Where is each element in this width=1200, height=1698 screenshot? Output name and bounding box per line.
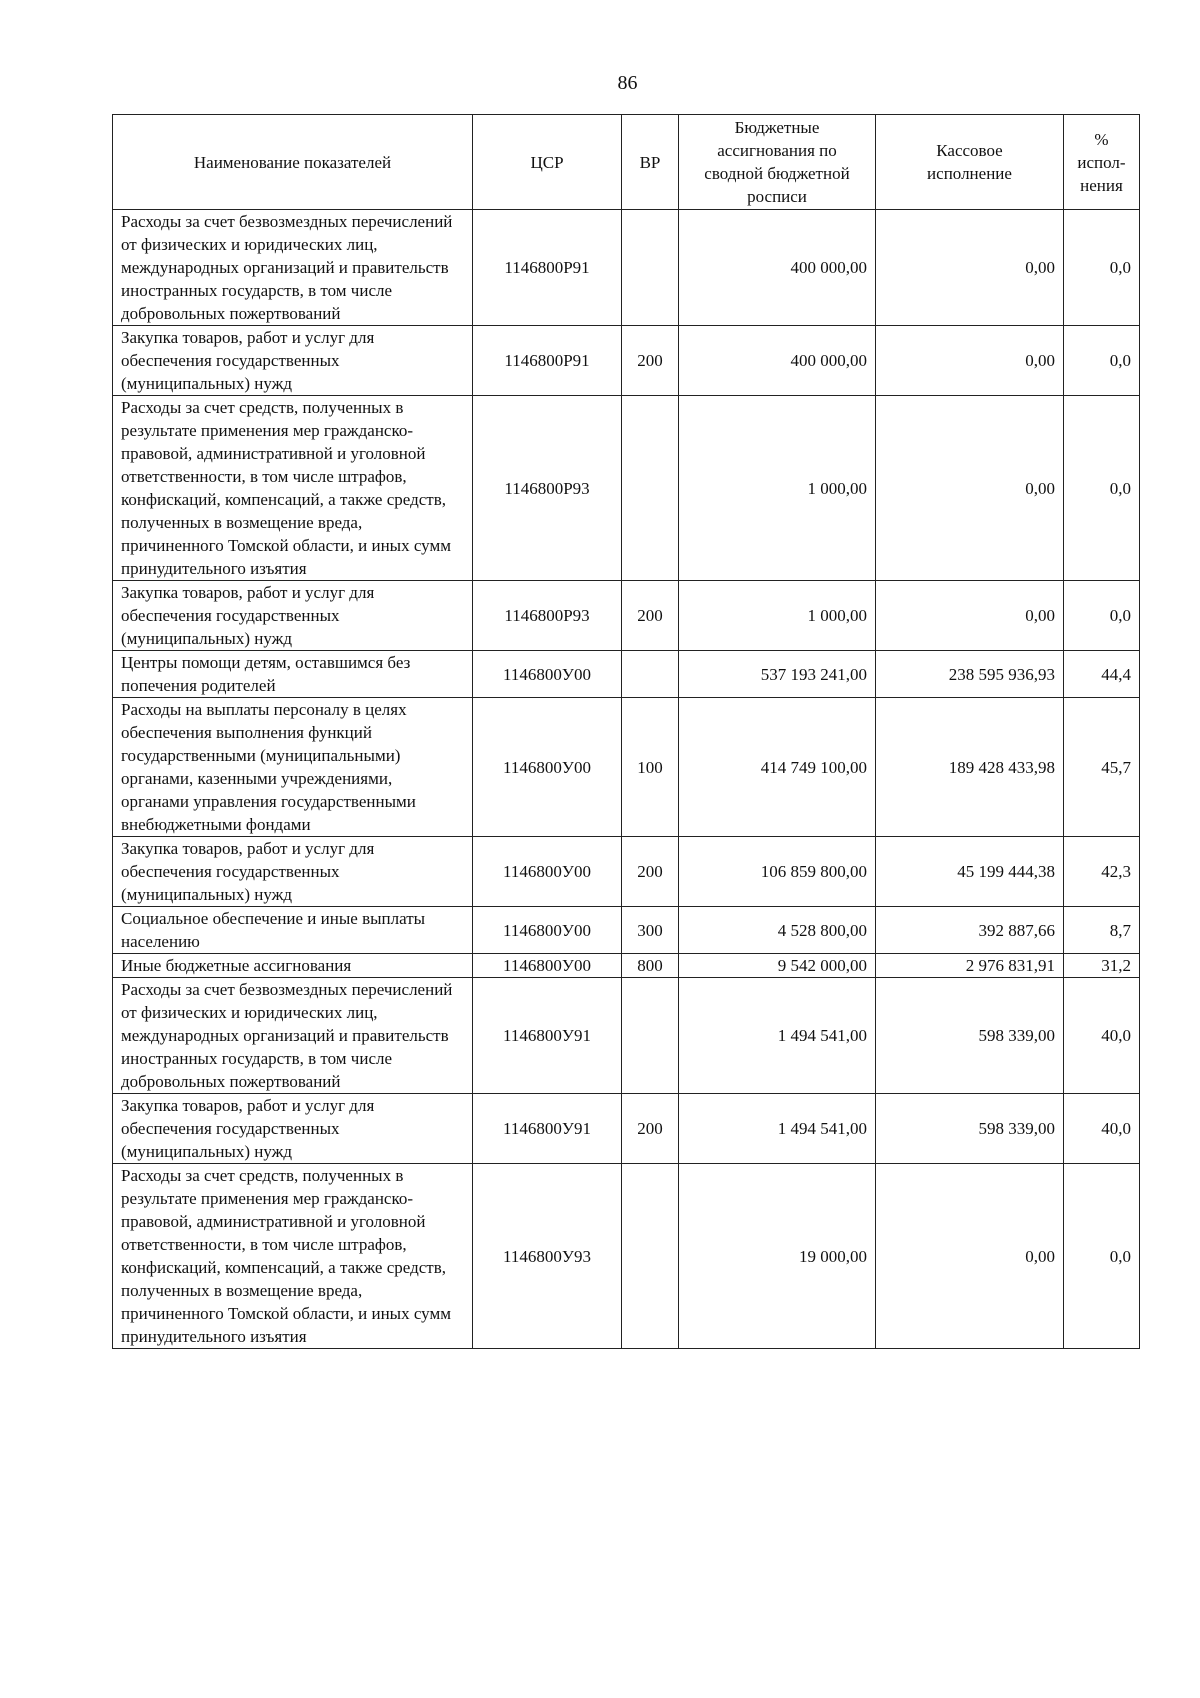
budget-execution-table [112,114,1140,1349]
row-csr: 1146800У00 [473,837,622,907]
row-percent: 8,7 [1064,907,1140,954]
row-vr: 800 [622,954,679,978]
row-cash: 238 595 936,93 [876,651,1064,698]
table-row [113,210,1140,326]
row-name: Расходы за счет средств, полученных в результате применения мер гражданско-правовой, административной и уголовной ответственности, в том числе штрафов, конфискаций, компенсаций, а также средств, полученных в возмещение вреда, причиненного Томской области, и иных сумм принудительного изъятия [113,396,473,581]
row-csr: 1146800У00 [473,651,622,698]
row-name: Закупка товаров, работ и услуг для обеспечения государственных (муниципальных) нужд [113,326,473,396]
row-cash: 2 976 831,91 [876,954,1064,978]
row-cash: 189 428 433,98 [876,698,1064,837]
row-csr: 1146800У91 [473,1094,622,1164]
row-vr [622,651,679,698]
row-cash: 0,00 [876,1164,1064,1349]
table-header-row [113,115,1140,210]
row-csr: 1146800Р93 [473,581,622,651]
row-percent: 0,0 [1064,581,1140,651]
row-cash: 392 887,66 [876,907,1064,954]
row-cash: 45 199 444,38 [876,837,1064,907]
row-cash: 0,00 [876,326,1064,396]
row-cash: 0,00 [876,581,1064,651]
row-percent: 42,3 [1064,837,1140,907]
row-vr [622,210,679,326]
row-csr: 1146800Р93 [473,396,622,581]
table-row [113,698,1140,837]
row-cash: 598 339,00 [876,1094,1064,1164]
table-row [113,326,1140,396]
row-name: Расходы за счет средств, полученных в результате применения мер гражданско-правовой, административной и уголовной ответственности, в том числе штрафов, конфискаций, компенсаций, а также средств, полученных в возмещение вреда, причиненного Томской области, и иных сумм принудительного изъятия [113,1164,473,1349]
row-assignments: 4 528 800,00 [679,907,876,954]
row-percent: 0,0 [1064,210,1140,326]
row-cash: 0,00 [876,210,1064,326]
row-name: Центры помощи детям, оставшимся без попечения родителей [113,651,473,698]
table-row [113,978,1140,1094]
row-name: Расходы на выплаты персоналу в целях обеспечения выполнения функций государственными (муниципальными) органами, казенными учреждениями, органами управления государственными внебюджетными фондами [113,698,473,837]
row-assignments: 1 000,00 [679,396,876,581]
table-row [113,651,1140,698]
row-percent: 0,0 [1064,396,1140,581]
row-vr: 200 [622,581,679,651]
row-percent: 45,7 [1064,698,1140,837]
row-assignments: 414 749 100,00 [679,698,876,837]
row-name: Социальное обеспечение и иные выплаты населению [113,907,473,954]
header-csr: ЦСР [473,115,622,210]
row-vr: 200 [622,1094,679,1164]
row-csr: 1146800У00 [473,698,622,837]
header-name: Наименование показателей [113,115,473,210]
row-percent: 0,0 [1064,326,1140,396]
row-assignments: 400 000,00 [679,210,876,326]
row-vr [622,1164,679,1349]
row-name: Закупка товаров, работ и услуг для обеспечения государственных (муниципальных) нужд [113,1094,473,1164]
row-assignments: 400 000,00 [679,326,876,396]
header-percent: % испол-нения [1064,115,1140,210]
row-name: Иные бюджетные ассигнования [113,954,473,978]
row-vr: 300 [622,907,679,954]
table-row [113,954,1140,978]
row-percent: 40,0 [1064,1094,1140,1164]
row-csr: 1146800У93 [473,1164,622,1349]
row-assignments: 106 859 800,00 [679,837,876,907]
row-percent: 31,2 [1064,954,1140,978]
table-row [113,907,1140,954]
header-assignments: Бюджетные ассигнования по сводной бюджетной росписи [679,115,876,210]
row-cash: 0,00 [876,396,1064,581]
row-percent: 40,0 [1064,978,1140,1094]
row-csr: 1146800Р91 [473,326,622,396]
table-row [113,396,1140,581]
table-row [113,1094,1140,1164]
row-csr: 1146800У00 [473,954,622,978]
row-percent: 44,4 [1064,651,1140,698]
row-csr: 1146800У00 [473,907,622,954]
row-assignments: 9 542 000,00 [679,954,876,978]
row-assignments: 537 193 241,00 [679,651,876,698]
row-assignments: 1 000,00 [679,581,876,651]
row-vr: 200 [622,837,679,907]
row-name: Расходы за счет безвозмездных перечислений от физических и юридических лиц, международных организаций и правительств иностранных государств, в том числе добровольных пожертвований [113,978,473,1094]
row-cash: 598 339,00 [876,978,1064,1094]
row-csr: 1146800Р91 [473,210,622,326]
row-csr: 1146800У91 [473,978,622,1094]
row-vr [622,978,679,1094]
table-row [113,581,1140,651]
row-vr [622,396,679,581]
header-cash: Кассовое исполнение [876,115,1064,210]
table-row [113,837,1140,907]
row-vr: 200 [622,326,679,396]
page-number: 86 [617,72,638,94]
row-assignments: 1 494 541,00 [679,978,876,1094]
header-vr: ВР [622,115,679,210]
table-row [113,1164,1140,1349]
row-name: Закупка товаров, работ и услуг для обеспечения государственных (муниципальных) нужд [113,581,473,651]
row-name: Расходы за счет безвозмездных перечислений от физических и юридических лиц, международных организаций и правительств иностранных государств, в том числе добровольных пожертвований [113,210,473,326]
row-percent: 0,0 [1064,1164,1140,1349]
row-assignments: 1 494 541,00 [679,1094,876,1164]
row-assignments: 19 000,00 [679,1164,876,1349]
row-vr: 100 [622,698,679,837]
row-name: Закупка товаров, работ и услуг для обеспечения государственных (муниципальных) нужд [113,837,473,907]
